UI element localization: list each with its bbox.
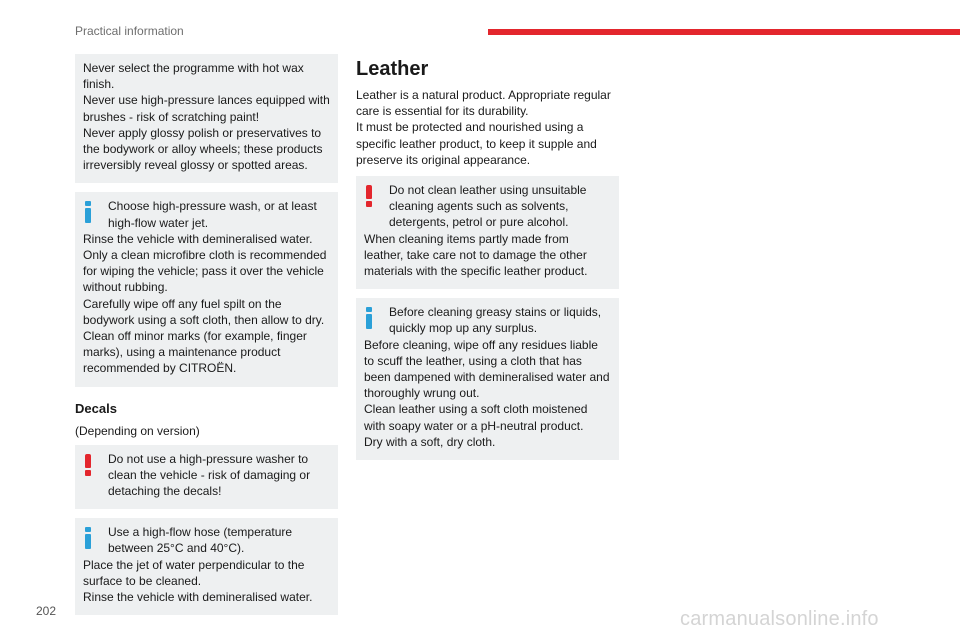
page-number: 202 [36, 604, 57, 618]
version-note: (Depending on version) [75, 423, 200, 438]
intro-line: Leather is a natural product. Appropriate regular care is essential for its durability. [356, 88, 611, 119]
running-header: Practical information [75, 24, 184, 38]
note-line: Carefully wipe off any fuel spilt on the bodywork using a soft cloth, then allow to dry. [83, 296, 325, 327]
note-line: Do not clean leather using unsuitable cleaning agents such as solvents, detergents, petrol or pure alcohol. [389, 183, 587, 230]
note-line: Use a high-flow hose (temperature between 25°C and 40°C). [108, 525, 293, 556]
right-column [356, 54, 619, 469]
note-line: Rinse the vehicle with demineralised water. [83, 590, 313, 605]
note-line: Never apply glossy polish or preservatives to the bodywork or alloy wheels; these products irreversibly reveal glossy or spotted areas. [83, 125, 323, 173]
note-box-car-wash [75, 54, 338, 183]
note-line: Place the jet of water perpendicular to the surface to be cleaned. [83, 557, 305, 588]
note-line: Never use high-pressure lances equipped with brushes - risk of scratching paint! [83, 93, 330, 124]
warning-icon [85, 454, 91, 476]
info-box-leather [356, 298, 619, 460]
watermark: carmanualsonline.info [680, 608, 879, 630]
header-accent-bar [488, 29, 960, 35]
warning-box-decals [75, 445, 338, 510]
note-line: Never select the programme with hot wax finish. [83, 61, 304, 92]
warning-box-leather [356, 176, 619, 289]
note-line: Rinse the vehicle with demineralised water. [83, 231, 313, 246]
note-line: Choose high-pressure wash, or at least high-flow water jet. [108, 199, 317, 230]
note-line: Only a clean microfibre cloth is recommended for wiping the vehicle; pass it over the vehicle without rubbing. [83, 248, 327, 295]
section-heading-decals: Decals [75, 400, 117, 416]
intro-line: It must be protected and nourished using a specific leather product, to keep it supple and preserve its original appearance. [356, 120, 597, 167]
info-icon [85, 527, 91, 549]
note-line: Dry with a soft, dry cloth. [364, 434, 496, 449]
note-line: Before cleaning greasy stains or liquids, quickly mop up any surplus. [389, 305, 602, 336]
left-column [75, 54, 338, 624]
info-box-decals [75, 518, 338, 615]
info-icon [366, 307, 372, 329]
info-icon [85, 201, 91, 223]
note-line: Clean leather using a soft cloth moistened with soapy water or a pH-neutral product. [364, 402, 588, 433]
info-box-washing [75, 192, 338, 386]
leather-intro [356, 87, 619, 168]
note-line: When cleaning items partly made from leather, take care not to damage the other materials with the specific leather product. [364, 231, 588, 279]
note-line: Do not use a high-pressure washer to clean the vehicle - risk of damaging or detaching the decals! [108, 451, 311, 499]
note-line: Clean off minor marks (for example, finger marks), using a maintenance product recommended by CITROËN. [83, 329, 307, 376]
warning-icon [366, 185, 372, 207]
section-heading-leather: Leather [356, 58, 429, 80]
note-line: Before cleaning, wipe off any residues liable to scuff the leather, using a cloth that has been dampened with demineralised water and thoroughly wrung out. [364, 337, 610, 401]
